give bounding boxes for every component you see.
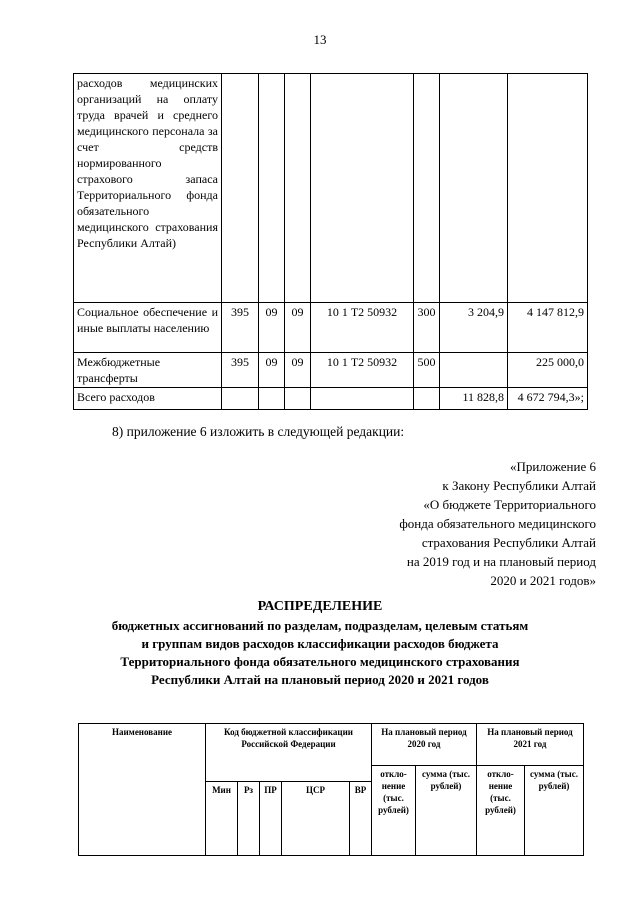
cell-deviation: 11 828,8 <box>440 388 508 410</box>
header-rz: Рз <box>238 782 260 856</box>
table-row <box>74 388 588 410</box>
cell-vr <box>414 388 440 410</box>
cell-rz <box>259 74 285 303</box>
cell-pr <box>285 74 311 303</box>
cell-vr: 300 <box>414 303 440 353</box>
header-deviation-2021: откло-нение (тыс. рублей) <box>477 766 525 856</box>
header-name: Наименование <box>79 724 206 856</box>
cell-min <box>222 74 259 303</box>
header-min: Мин <box>206 782 238 856</box>
table-row <box>74 353 588 388</box>
row-name: Всего расходов <box>74 388 222 410</box>
cell-pr: 09 <box>285 303 311 353</box>
cell-rz: 09 <box>259 353 285 388</box>
cell-pr: 09 <box>285 353 311 388</box>
appendix-line: страхования Республики Алтай <box>421 535 596 550</box>
header-deviation-2020: откло-нение (тыс. рублей) <box>372 766 416 856</box>
page-number: 13 <box>313 32 327 47</box>
row-name: расходов медицинских организаций на оплату труда врачей и среднего медицинского персонала за счет средств нормированного страхового запаса Территориального фонда обязательного медицинского страхования Республики Алтай) <box>74 74 222 303</box>
appendix-line: фонда обязательного медицинского <box>399 516 596 531</box>
document-subtitle <box>70 617 570 689</box>
cell-sum <box>508 74 588 303</box>
header-code: Код бюджетной классификации Российской Федерации <box>206 724 372 782</box>
cell-sum: 4 672 794,3»; <box>508 388 588 410</box>
header-pr: ПР <box>260 782 282 856</box>
cell-rz: 09 <box>259 303 285 353</box>
row-name: Межбюджетные трансферты <box>74 353 222 388</box>
cell-rz <box>259 388 285 410</box>
subtitle-line: Республики Алтай на плановый период 2020 и 2021 годов <box>151 672 489 687</box>
appendix-line: «О бюджете Территориального <box>423 497 596 512</box>
header-period-2020: На плановый период 2020 год <box>372 724 477 766</box>
header-amount-2021: сумма (тыс. рублей) <box>525 766 584 856</box>
cell-csr: 10 1 Т2 50932 <box>311 303 414 353</box>
appendix-line: к Закону Республики Алтай <box>442 478 596 493</box>
cell-deviation <box>440 74 508 303</box>
cell-vr: 500 <box>414 353 440 388</box>
cell-csr <box>311 388 414 410</box>
cell-min <box>222 388 259 410</box>
cell-vr <box>414 74 440 303</box>
cell-sum: 4 147 812,9 <box>508 303 588 353</box>
expenses-table-continued <box>73 73 588 410</box>
cell-min: 395 <box>222 353 259 388</box>
cell-sum: 225 000,0 <box>508 353 588 388</box>
subtitle-line: Территориального фонда обязательного медицинского страхования <box>120 654 520 669</box>
table-row <box>74 303 588 353</box>
appendix-line: «Приложение 6 <box>509 459 596 474</box>
appendix-line: на 2019 год и на плановый период <box>406 554 596 569</box>
header-vr: ВР <box>350 782 372 856</box>
cell-min: 395 <box>222 303 259 353</box>
row-name: Социальное обеспечение и иные выплаты населению <box>74 303 222 353</box>
cell-deviation: 3 204,9 <box>440 303 508 353</box>
subtitle-line: и группам видов расходов классификации расходов бюджета <box>141 636 499 651</box>
cell-deviation <box>440 353 508 388</box>
appendix-line: 2020 и 2021 годов» <box>490 573 596 588</box>
distribution-table-header <box>78 723 584 856</box>
header-amount-2020: сумма (тыс. рублей) <box>416 766 477 856</box>
cell-csr <box>311 74 414 303</box>
header-period-2021: На плановый период 2021 год <box>477 724 584 766</box>
appendix-header <box>296 457 596 590</box>
cell-pr <box>285 388 311 410</box>
subtitle-line: бюджетных ассигнований по разделам, подразделам, целевым статьям <box>111 618 529 633</box>
header-csr: ЦСР <box>282 782 350 856</box>
amendment-paragraph: 8) приложение 6 изложить в следующей редакции: <box>112 424 405 439</box>
cell-csr: 10 1 Т2 50932 <box>311 353 414 388</box>
table-row <box>74 74 588 303</box>
document-title: РАСПРЕДЕЛЕНИЕ <box>257 599 383 614</box>
